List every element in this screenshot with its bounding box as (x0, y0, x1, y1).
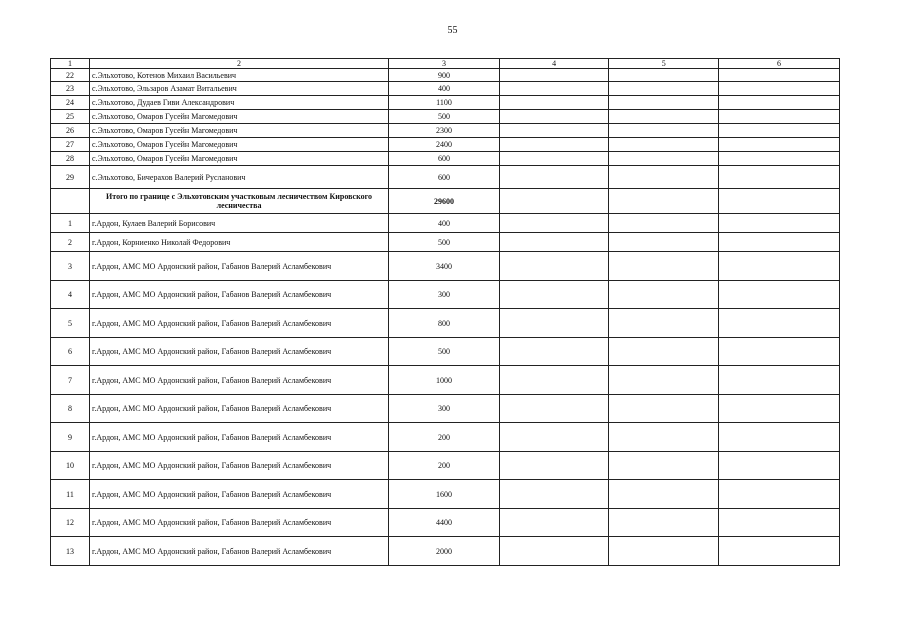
row-number: 7 (51, 366, 90, 395)
column-header: 5 (609, 59, 719, 69)
row-description: г.Ардон, АМС МО Ардонский район, Габанов Валерий Асламбекович (89, 309, 388, 338)
row-number: 8 (51, 395, 90, 423)
row-value: 300 (389, 281, 500, 309)
empty-cell (499, 537, 609, 566)
empty-cell (499, 309, 609, 338)
empty-cell (719, 537, 840, 566)
row-value: 500 (389, 338, 500, 366)
empty-cell (719, 452, 840, 480)
table-row (51, 152, 840, 166)
empty-cell (499, 338, 609, 366)
empty-cell (719, 509, 840, 537)
row-description: г.Ардон, АМС МО Ардонский район, Габанов Валерий Асламбекович (89, 480, 388, 509)
empty-cell (719, 233, 840, 252)
empty-cell (719, 252, 840, 281)
column-header: 4 (499, 59, 609, 69)
table-row (51, 366, 840, 395)
empty-cell (719, 480, 840, 509)
table-row (51, 138, 840, 152)
empty-cell (609, 124, 719, 138)
empty-cell (609, 214, 719, 233)
column-header: 6 (719, 59, 840, 69)
column-header: 3 (389, 59, 500, 69)
table-row (51, 338, 840, 366)
row-value: 800 (389, 309, 500, 338)
empty-cell (719, 124, 840, 138)
table-row (51, 69, 840, 82)
row-value: 500 (389, 233, 500, 252)
empty-cell (719, 110, 840, 124)
empty-cell (719, 138, 840, 152)
empty-cell (719, 189, 840, 214)
row-number: 27 (51, 138, 90, 152)
page-number: 55 (447, 25, 458, 36)
empty-cell (499, 423, 609, 452)
empty-cell (719, 395, 840, 423)
row-number: 1 (51, 214, 90, 233)
table-row (51, 166, 840, 189)
empty-cell (609, 110, 719, 124)
table-row (51, 110, 840, 124)
empty-cell (499, 138, 609, 152)
row-number: 3 (51, 252, 90, 281)
column-header: 2 (89, 59, 388, 69)
row-value: 1000 (389, 366, 500, 395)
row-number: 26 (51, 124, 90, 138)
row-description: г.Ардон, АМС МО Ардонский район, Габанов Валерий Асламбекович (89, 423, 388, 452)
empty-cell (719, 309, 840, 338)
empty-cell (499, 82, 609, 96)
empty-cell (719, 214, 840, 233)
row-number: 12 (51, 509, 90, 537)
empty-cell (719, 338, 840, 366)
empty-cell (499, 69, 609, 82)
total-value: 29600 (389, 189, 500, 214)
row-value: 2000 (389, 537, 500, 566)
forestry-table (50, 58, 840, 566)
table-row (51, 124, 840, 138)
row-number: 2 (51, 233, 90, 252)
empty-cell (609, 69, 719, 82)
row-description: г.Ардон, АМС МО Ардонский район, Габанов Валерий Асламбекович (89, 338, 388, 366)
row-number: 29 (51, 166, 90, 189)
row-value: 3400 (389, 252, 500, 281)
row-value: 900 (389, 69, 500, 82)
row-value: 2400 (389, 138, 500, 152)
empty-cell (609, 338, 719, 366)
empty-cell (719, 423, 840, 452)
row-value: 1600 (389, 480, 500, 509)
row-description: г.Ардон, Кулаев Валерий Борисович (89, 214, 388, 233)
empty-cell (499, 233, 609, 252)
table-row (51, 423, 840, 452)
table-row (51, 214, 840, 233)
empty-cell (609, 537, 719, 566)
empty-cell (609, 366, 719, 395)
empty-cell (499, 110, 609, 124)
empty-cell (499, 124, 609, 138)
row-value: 300 (389, 395, 500, 423)
row-description: с.Эльхотово, Дудаев Гиви Александрович (89, 96, 388, 110)
empty-cell (609, 252, 719, 281)
row-number: 13 (51, 537, 90, 566)
total-label: Итого по границе с Эльхотовским участковым лесничеством Кировского лесничества (89, 189, 388, 214)
row-value: 500 (389, 110, 500, 124)
empty-cell (719, 69, 840, 82)
row-number: 24 (51, 96, 90, 110)
row-value: 2300 (389, 124, 500, 138)
row-description: г.Ардон, АМС МО Ардонский район, Габанов Валерий Асламбекович (89, 395, 388, 423)
empty-cell (609, 138, 719, 152)
row-description: с.Эльхотово, Омаров Гусейн Магомедович (89, 152, 388, 166)
row-number: 10 (51, 452, 90, 480)
table-row (51, 82, 840, 96)
empty-cell (499, 452, 609, 480)
empty-cell (609, 480, 719, 509)
row-number: 6 (51, 338, 90, 366)
row-description: г.Ардон, АМС МО Ардонский район, Габанов Валерий Асламбекович (89, 366, 388, 395)
row-value: 400 (389, 82, 500, 96)
row-number: 11 (51, 480, 90, 509)
empty-cell (499, 96, 609, 110)
row-number: 22 (51, 69, 90, 82)
empty-cell (51, 189, 90, 214)
empty-cell (499, 281, 609, 309)
row-value: 600 (389, 152, 500, 166)
table-row (51, 309, 840, 338)
empty-cell (499, 152, 609, 166)
row-value: 1100 (389, 96, 500, 110)
empty-cell (499, 214, 609, 233)
empty-cell (499, 509, 609, 537)
empty-cell (719, 281, 840, 309)
empty-cell (609, 166, 719, 189)
row-number: 28 (51, 152, 90, 166)
row-description: с.Эльхотово, Омаров Гусейн Магомедович (89, 138, 388, 152)
empty-cell (609, 233, 719, 252)
table-row (51, 395, 840, 423)
empty-cell (609, 423, 719, 452)
empty-cell (499, 395, 609, 423)
row-number: 23 (51, 82, 90, 96)
empty-cell (719, 96, 840, 110)
empty-cell (609, 309, 719, 338)
row-value: 200 (389, 452, 500, 480)
row-description: г.Ардон, АМС МО Ардонский район, Габанов Валерий Асламбекович (89, 281, 388, 309)
table-row (51, 252, 840, 281)
row-value: 400 (389, 214, 500, 233)
row-description: г.Ардон, АМС МО Ардонский район, Габанов Валерий Асламбекович (89, 509, 388, 537)
row-number: 4 (51, 281, 90, 309)
empty-cell (719, 152, 840, 166)
empty-cell (499, 480, 609, 509)
empty-cell (609, 152, 719, 166)
table-header-row (51, 59, 840, 69)
row-description: с.Эльхотово, Омаров Гусейн Магомедович (89, 124, 388, 138)
table-row (51, 452, 840, 480)
row-number: 25 (51, 110, 90, 124)
table-row (51, 537, 840, 566)
row-description: г.Ардон, АМС МО Ардонский район, Габанов Валерий Асламбекович (89, 452, 388, 480)
column-header: 1 (51, 59, 90, 69)
row-description: г.Ардон, АМС МО Ардонский район, Габанов Валерий Асламбекович (89, 537, 388, 566)
row-number: 5 (51, 309, 90, 338)
empty-cell (609, 509, 719, 537)
empty-cell (499, 366, 609, 395)
table-row (51, 281, 840, 309)
empty-cell (719, 166, 840, 189)
empty-cell (499, 189, 609, 214)
row-value: 4400 (389, 509, 500, 537)
row-description: с.Эльхотово, Эльзаров Азамат Витальевич (89, 82, 388, 96)
empty-cell (719, 366, 840, 395)
table-row (51, 509, 840, 537)
row-value: 600 (389, 166, 500, 189)
row-value: 200 (389, 423, 500, 452)
row-description: г.Ардон, Корниенко Николай Федорович (89, 233, 388, 252)
table-row (51, 480, 840, 509)
empty-cell (499, 166, 609, 189)
empty-cell (609, 281, 719, 309)
table-row (51, 233, 840, 252)
empty-cell (719, 82, 840, 96)
row-number: 9 (51, 423, 90, 452)
empty-cell (609, 452, 719, 480)
empty-cell (609, 82, 719, 96)
empty-cell (609, 96, 719, 110)
empty-cell (609, 189, 719, 214)
row-description: с.Эльхотово, Бичерахов Валерий Русланович (89, 166, 388, 189)
empty-cell (499, 252, 609, 281)
row-description: г.Ардон, АМС МО Ардонский район, Габанов Валерий Асламбекович (89, 252, 388, 281)
table-row (51, 96, 840, 110)
row-description: с.Эльхотово, Котенов Михаил Васильевич (89, 69, 388, 82)
total-row (51, 189, 840, 214)
empty-cell (609, 395, 719, 423)
row-description: с.Эльхотово, Омаров Гусейн Магомедович (89, 110, 388, 124)
